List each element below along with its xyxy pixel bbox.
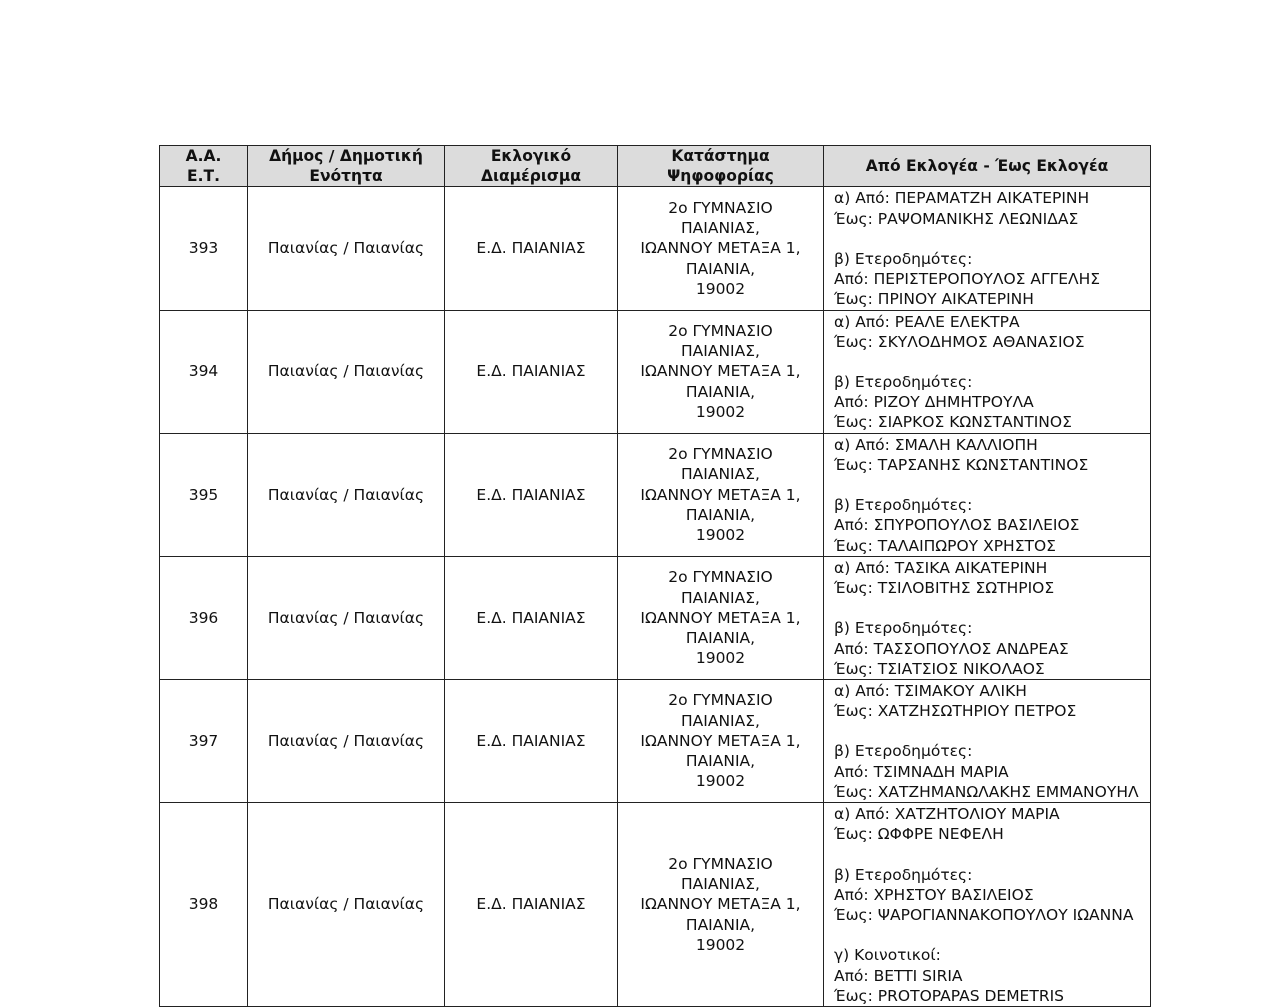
- range-line: Έως: ΠΡΙΝΟΥ ΑΙΚΑΤΕΡΙΝΗ: [834, 290, 1034, 309]
- address-line: ΙΩΑΝΝΟΥ ΜΕΤΑΞΑ 1,: [640, 362, 801, 381]
- cell-dimos: Παιανίας / Παιανίας: [248, 187, 445, 310]
- cell-voter-range: [824, 556, 1151, 679]
- cell-voter-range: [824, 310, 1151, 433]
- table-row: [160, 679, 1151, 802]
- cell-dimos: Παιανίας / Παιανίας: [248, 803, 445, 1007]
- address-line: ΙΩΑΝΝΟΥ ΜΕΤΑΞΑ 1,: [640, 608, 801, 627]
- range-line: α) Από: ΠΕΡΑΜΑΤΖΗ ΑΙΚΑΤΕΡΙΝΗ: [834, 189, 1090, 208]
- address-line: ΙΩΑΝΝΟΥ ΜΕΤΑΞΑ 1,: [640, 731, 801, 750]
- address-line: 19002: [695, 279, 746, 298]
- range-line: α) Από: ΣΜΑΛΗ ΚΑΛΛΙΟΠΗ: [834, 435, 1038, 454]
- header-katastima: Κατάστημα Ψηφοφορίας: [618, 146, 824, 187]
- range-line: γ) Κοινοτικοί:: [834, 946, 941, 965]
- range-line: Έως: ΤΣΙΛΟΒΙΤΗΣ ΣΩΤΗΡΙΟΣ: [834, 578, 1055, 597]
- cell-dimos: Παιανίας / Παιανίας: [248, 556, 445, 679]
- range-line: Έως: ΨΑΡΟΓΙΑΝΝΑΚΟΠΟΥΛΟΥ ΙΩΑΝΝΑ: [834, 905, 1134, 924]
- cell-dimos: Παιανίας / Παιανίας: [248, 433, 445, 556]
- header-ranges: Από Εκλογέα - Έως Εκλογέα: [824, 146, 1151, 187]
- range-line: β) Ετεροδημότες:: [834, 619, 973, 638]
- address-line: 19002: [695, 935, 746, 954]
- cell-aa: 397: [160, 679, 248, 802]
- address-line: ΠΑΙΑΝΙΑ,: [685, 752, 756, 771]
- address-line: ΠΑΙΑΝΙΑΣ,: [681, 342, 760, 361]
- range-line: Έως: ΣΙΑΡΚΟΣ ΚΩΝΣΤΑΝΤΙΝΟΣ: [834, 413, 1072, 432]
- range-line: Έως: ΤΣΙΑΤΣΙΟΣ ΝΙΚΟΛΑΟΣ: [834, 659, 1045, 678]
- range-line: α) Από: ΤΑΣΙΚΑ ΑΙΚΑΤΕΡΙΝΗ: [834, 558, 1048, 577]
- address-line: 2ο ΓΥΜΝΑΣΙΟ: [668, 322, 773, 341]
- address-line: ΠΑΙΑΝΙΑ,: [685, 628, 756, 647]
- range-line: Από: ΧΡΗΣΤΟΥ ΒΑΣΙΛΕΙΟΣ: [834, 885, 1034, 904]
- cell-katastima: [618, 556, 824, 679]
- group-spacer: [834, 721, 1146, 741]
- address-line: 2ο ΓΥΜΝΑΣΙΟ: [668, 568, 773, 587]
- cell-katastima: [618, 310, 824, 433]
- address-line: ΠΑΙΑΝΙΑ,: [685, 259, 756, 278]
- address-line: 2ο ΓΥΜΝΑΣΙΟ: [668, 691, 773, 710]
- cell-katastima: [618, 433, 824, 556]
- group-spacer: [834, 475, 1146, 495]
- range-line: α) Από: ΧΑΤΖΗΤΟΛΙΟΥ ΜΑΡΙΑ: [834, 805, 1060, 823]
- group-spacer: [834, 925, 1146, 945]
- cell-katastima: [618, 187, 824, 310]
- address-line: ΠΑΙΑΝΙΑ,: [685, 382, 756, 401]
- cell-aa: 395: [160, 433, 248, 556]
- range-line: Έως: ΧΑΤΖΗΜΑΝΩΛΑΚΗΣ ΕΜΜΑΝΟΥΗΛ: [834, 782, 1139, 801]
- range-line: Από: ΣΠΥΡΟΠΟΥΛΟΣ ΒΑΣΙΛΕΙΟΣ: [834, 516, 1080, 535]
- address-line: 2ο ΓΥΜΝΑΣΙΟ: [668, 854, 773, 873]
- address-line: 19002: [695, 649, 746, 668]
- table-row: [160, 187, 1151, 310]
- group-spacer: [834, 229, 1146, 249]
- range-line: β) Ετεροδημότες:: [834, 496, 973, 515]
- address-line: 19002: [695, 402, 746, 421]
- range-line: β) Ετεροδημότες:: [834, 249, 973, 268]
- range-line: Έως: ΤΑΡΣΑΝΗΣ ΚΩΝΣΤΑΝΤΙΝΟΣ: [834, 455, 1089, 474]
- range-line: Έως: ΣΚΥΛΟΔΗΜΟΣ ΑΘΑΝΑΣΙΟΣ: [834, 332, 1085, 351]
- range-line: Από: BETTI SIRIA: [834, 966, 963, 985]
- address-line: ΙΩΑΝΝΟΥ ΜΕΤΑΞΑ 1,: [640, 239, 801, 258]
- range-line: Έως: ΤΑΛΑΙΠΩΡΟΥ ΧΡΗΣΤΟΣ: [834, 536, 1056, 555]
- range-line: β) Ετεροδημότες:: [834, 742, 973, 761]
- cell-aa: 398: [160, 803, 248, 1007]
- table-row: [160, 310, 1151, 433]
- table-row: [160, 433, 1151, 556]
- address-line: ΙΩΑΝΝΟΥ ΜΕΤΑΞΑ 1,: [640, 485, 801, 504]
- cell-katastima: [618, 679, 824, 802]
- cell-aa: 393: [160, 187, 248, 310]
- cell-dimos: Παιανίας / Παιανίας: [248, 310, 445, 433]
- range-line: α) Από: ΤΣΙΜΑΚΟΥ ΑΛΙΚΗ: [834, 681, 1027, 700]
- header-aa: Α.Α. Ε.Τ.: [160, 146, 248, 187]
- address-line: 2ο ΓΥΜΝΑΣΙΟ: [668, 445, 773, 464]
- cell-diamerisma: Ε.Δ. ΠΑΙΑΝΙΑΣ: [445, 187, 618, 310]
- range-line: Από: ΤΣΙΜΝΑΔΗ ΜΑΡΙΑ: [834, 762, 1009, 781]
- cell-voter-range: [824, 803, 1151, 1007]
- address-line: ΠΑΙΑΝΙΑΣ,: [681, 219, 760, 238]
- polling-stations-table: [159, 145, 1151, 1007]
- address-line: ΙΩΑΝΝΟΥ ΜΕΤΑΞΑ 1,: [640, 895, 801, 914]
- cell-aa: 394: [160, 310, 248, 433]
- range-line: Έως: ΩΦΦΡΕ ΝΕΦΕΛΗ: [834, 825, 1004, 844]
- cell-dimos: Παιανίας / Παιανίας: [248, 679, 445, 802]
- header-diamerisma: Εκλογικό Διαμέρισμα: [445, 146, 618, 187]
- cell-aa: 396: [160, 556, 248, 679]
- header-dimos: Δήμος / Δημοτική Ενότητα: [248, 146, 445, 187]
- address-line: ΠΑΙΑΝΙΑΣ,: [681, 465, 760, 484]
- cell-voter-range: [824, 187, 1151, 310]
- group-spacer: [834, 844, 1146, 864]
- cell-diamerisma: Ε.Δ. ΠΑΙΑΝΙΑΣ: [445, 556, 618, 679]
- table-row: [160, 556, 1151, 679]
- cell-voter-range: [824, 433, 1151, 556]
- cell-diamerisma: Ε.Δ. ΠΑΙΑΝΙΑΣ: [445, 310, 618, 433]
- cell-diamerisma: Ε.Δ. ΠΑΙΑΝΙΑΣ: [445, 433, 618, 556]
- group-spacer: [834, 352, 1146, 372]
- address-line: ΠΑΙΑΝΙΑΣ,: [681, 875, 760, 894]
- range-line: α) Από: ΡΕΑΛΕ ΕΛΕΚΤΡΑ: [834, 312, 1020, 331]
- cell-voter-range: [824, 679, 1151, 802]
- range-line: Έως: PROTOPAPAS DEMETRIS: [834, 986, 1065, 1005]
- cell-katastima: [618, 803, 824, 1007]
- address-line: 19002: [695, 772, 746, 791]
- range-line: Από: ΠΕΡΙΣΤΕΡΟΠΟΥΛΟΣ ΑΓΓΕΛΗΣ: [834, 270, 1101, 289]
- address-line: ΠΑΙΑΝΙΑΣ,: [681, 711, 760, 730]
- address-line: ΠΑΙΑΝΙΑΣ,: [681, 588, 760, 607]
- range-line: β) Ετεροδημότες:: [834, 865, 973, 884]
- cell-diamerisma: Ε.Δ. ΠΑΙΑΝΙΑΣ: [445, 803, 618, 1007]
- table-row: [160, 803, 1151, 1007]
- cell-diamerisma: Ε.Δ. ΠΑΙΑΝΙΑΣ: [445, 679, 618, 802]
- range-line: Έως: ΡΑΨΟΜΑΝΙΚΗΣ ΛΕΩΝΙΔΑΣ: [834, 209, 1079, 228]
- address-line: 2ο ΓΥΜΝΑΣΙΟ: [668, 198, 773, 217]
- table-header-row: [160, 146, 1151, 187]
- address-line: ΠΑΙΑΝΙΑ,: [685, 915, 756, 934]
- range-line: Από: ΤΑΣΣΟΠΟΥΛΟΣ ΑΝΔΡΕΑΣ: [834, 639, 1069, 658]
- address-line: 19002: [695, 525, 746, 544]
- range-line: Από: ΡΙΖΟΥ ΔΗΜΗΤΡΟΥΛΑ: [834, 393, 1034, 412]
- address-line: ΠΑΙΑΝΙΑ,: [685, 505, 756, 524]
- range-line: Έως: ΧΑΤΖΗΣΩΤΗΡΙΟΥ ΠΕΤΡΟΣ: [834, 702, 1077, 721]
- range-line: β) Ετεροδημότες:: [834, 373, 973, 392]
- group-spacer: [834, 598, 1146, 618]
